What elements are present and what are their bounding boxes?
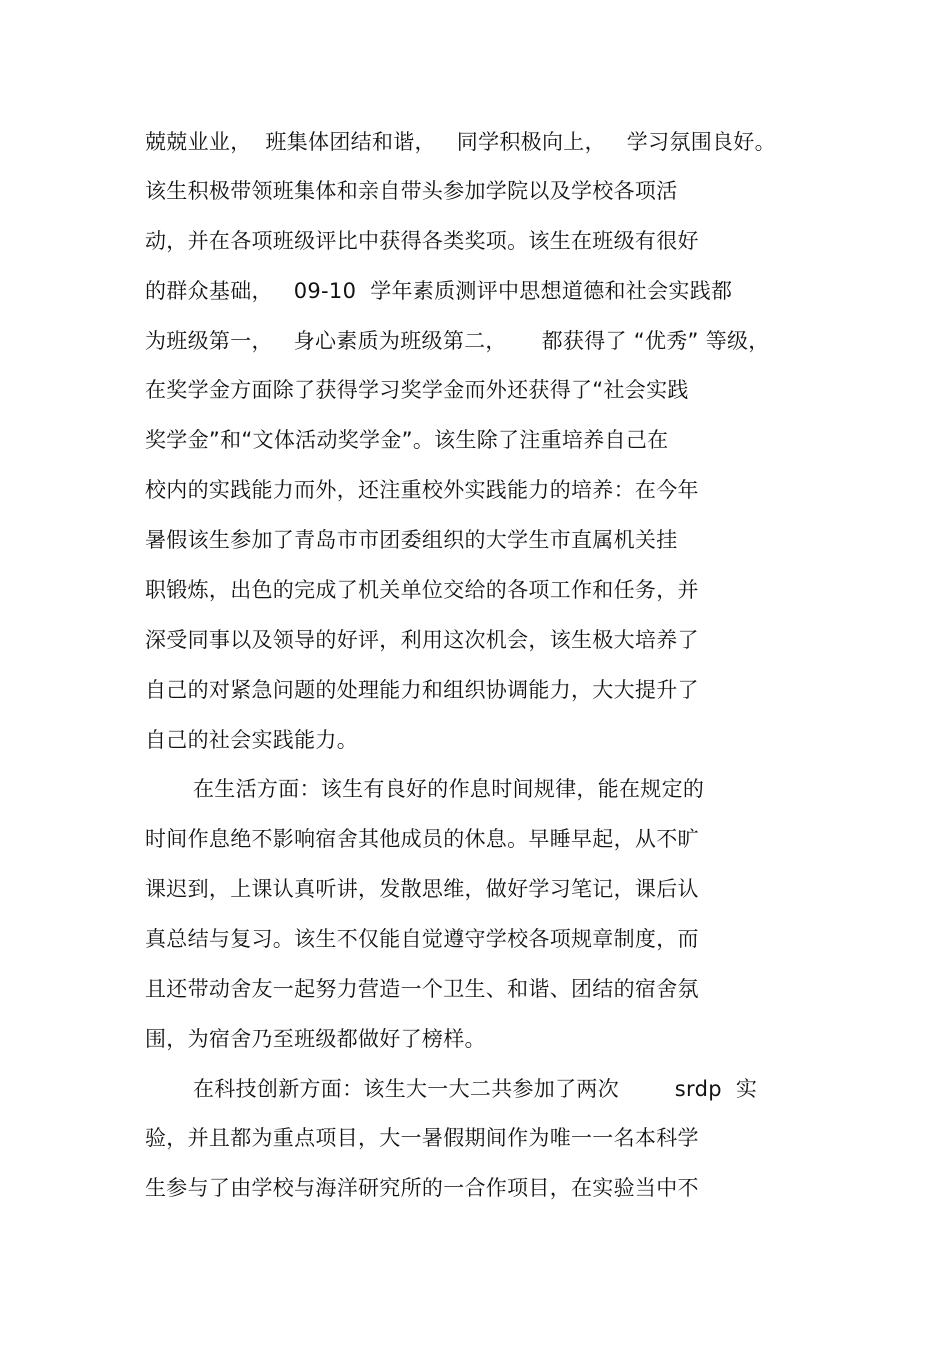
text-line-22: 生参与了由学校与海洋研究所的一合作项目，在实验当中不 (145, 1176, 699, 1200)
text-line-18: 且还带动舍友一起努力营造一个卫生、和谐、团结的宿舍氛 (145, 977, 699, 1001)
text-line-4: 的群众基础， 09-10 学年素质测评中思想道德和社会实践都 (145, 279, 733, 303)
text-line-11: 深受同事以及领导的好评，利用这次机会，该生极大培养了 (145, 628, 699, 652)
paragraph-start-life: 在生活方面：该生有良好的作息时间规律，能在规定的 (193, 777, 705, 801)
text-line-13: 自己的社会实践能力。 (145, 728, 358, 752)
text-line-16: 课迟到，上课认真听讲，发散思维，做好学习笔记，课后认 (145, 877, 699, 901)
text-line-9: 暑假该生参加了青岛市市团委组织的大学生市直属机关挂 (145, 528, 678, 552)
text-line-15: 时间作息绝不影响宿舍其他成员的休息。早睡早起，从不旷 (145, 827, 699, 851)
text-line-8: 校内的实践能力而外，还注重校外实践能力的培养：在今年 (145, 478, 699, 502)
paragraph-start-innovation: 在科技创新方面：该生大一大二共参加了两次 srdp 实 (193, 1077, 758, 1101)
text-line-6: 在奖学金方面除了获得学习奖学金而外还获得了“社会实践 (145, 378, 689, 402)
text-line-19: 围，为宿舍乃至班级都做好了榜样。 (145, 1027, 486, 1051)
text-line-17: 真总结与复习。该生不仅能自觉遵守学校各项规章制度，而 (145, 927, 699, 951)
text-line-7: 奖学金”和“文体活动奖学金”。该生除了注重培养自己在 (145, 428, 669, 452)
text-line-5: 为班级第一， 身心素质为班级第二， 都获得了 “优秀” 等级， (145, 329, 770, 353)
text-line-3: 动，并在各项班级评比中获得各类奖项。该生在班级有很好 (145, 229, 699, 253)
text-line-21: 验，并且都为重点项目，大一暑假期间作为唯一一名本科学 (145, 1126, 699, 1150)
text-line-1: 兢兢业业， 班集体团结和谐， 同学积极向上， 学习氛围良好。 (145, 130, 776, 154)
text-line-2: 该生积极带领班集体和亲自带头参加学院以及学校各项活 (145, 179, 678, 203)
text-line-12: 自己的对紧急问题的处理能力和组织协调能力，大大提升了 (145, 678, 699, 702)
text-line-10: 职锻炼，出色的完成了机关单位交给的各项工作和任务，并 (145, 578, 699, 602)
